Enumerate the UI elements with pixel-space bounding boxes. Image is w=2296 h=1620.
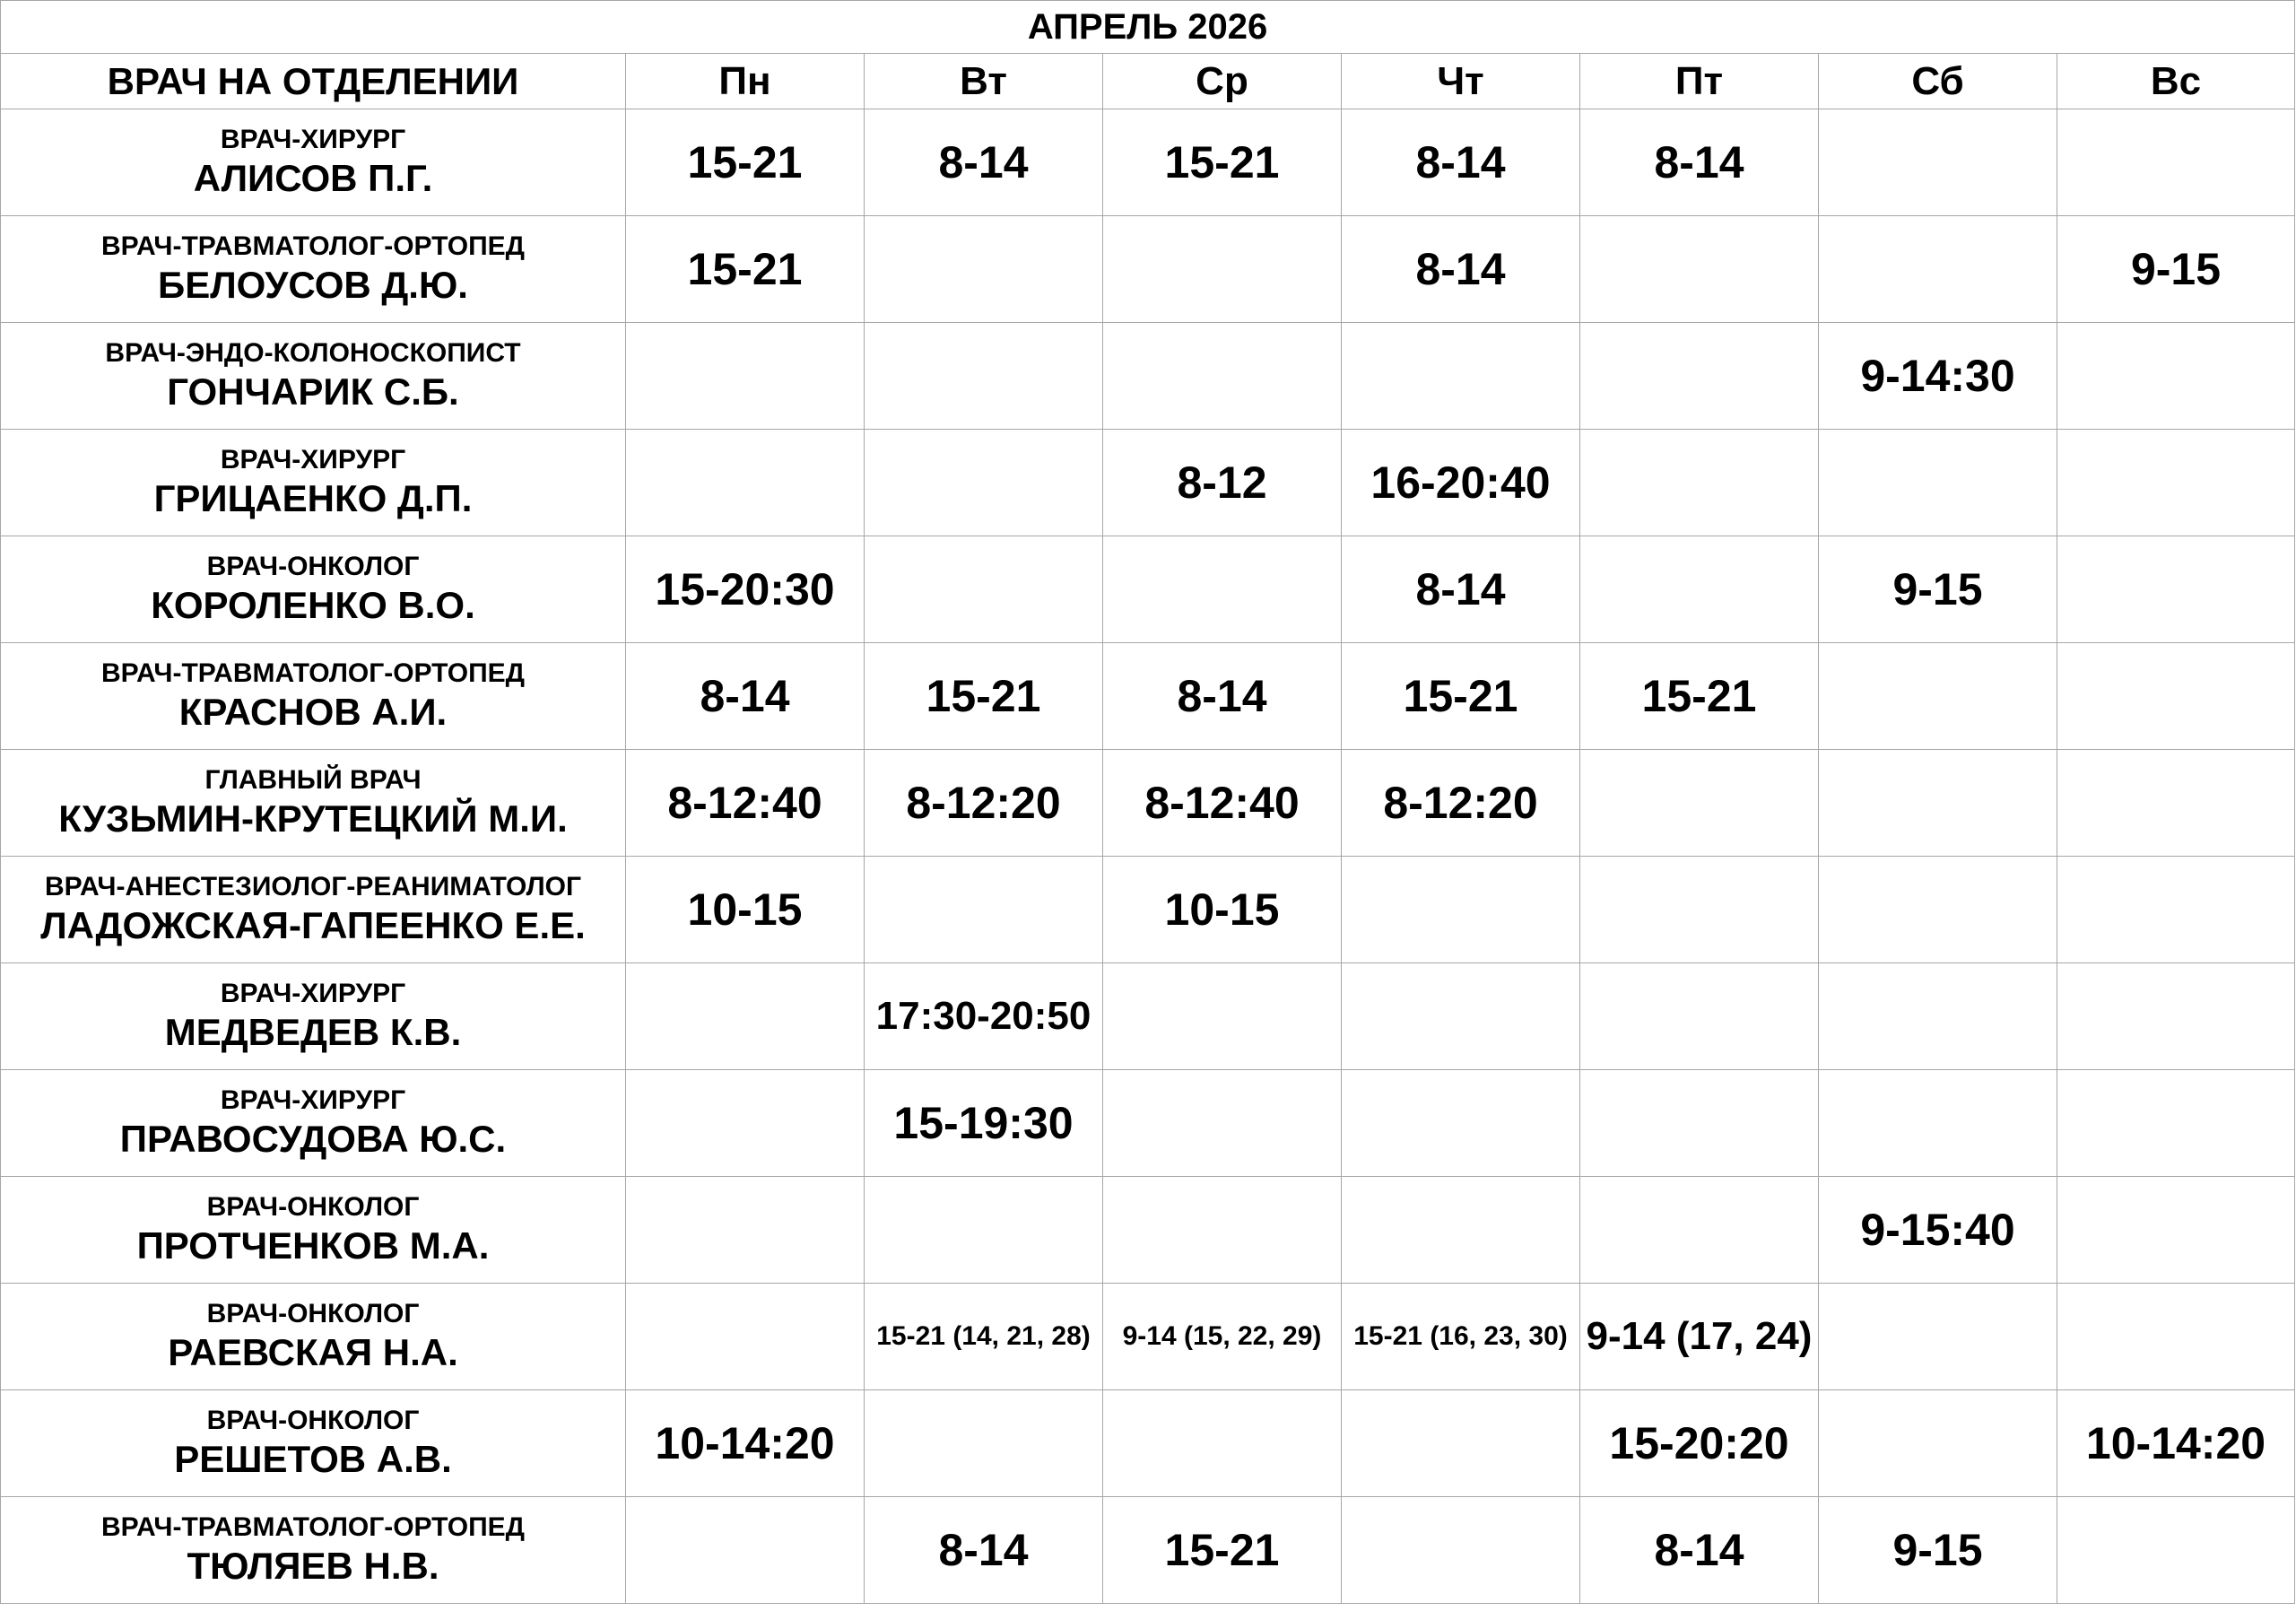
hours-cell-sun	[2057, 536, 2295, 643]
hours-cell-sat	[1819, 1070, 2057, 1177]
hours-cell-tue	[865, 857, 1103, 963]
doctor-row	[1, 216, 2295, 323]
header-row	[1, 54, 2295, 109]
doctor-cell	[1, 109, 626, 216]
hours-cell-fri: 8-14	[1580, 109, 1819, 216]
doctor-cell	[1, 1284, 626, 1390]
hours-cell-mon: 15-21	[626, 216, 865, 323]
doctor-cell	[1, 216, 626, 323]
doctor-role: ВРАЧ-ТРАВМАТОЛОГ-ОРТОПЕД	[100, 1511, 526, 1542]
hours-cell-sat	[1819, 857, 2057, 963]
hours-cell-tue: 17:30-20:50	[865, 963, 1103, 1070]
hours-cell-fri	[1580, 1177, 1819, 1284]
hours-cell-wed: 9-14 (15, 22, 29)	[1103, 1284, 1342, 1390]
doctor-cell	[1, 323, 626, 430]
doctor-cell	[1, 963, 626, 1070]
doctor-role: ВРАЧ-ТРАВМАТОЛОГ-ОРТОПЕД	[100, 658, 526, 688]
hours-cell-mon	[626, 430, 865, 536]
hours-cell-wed	[1103, 216, 1342, 323]
hours-cell-tue: 15-19:30	[865, 1070, 1103, 1177]
header-doctor: ВРАЧ НА ОТДЕЛЕНИИ	[1, 54, 626, 109]
hours-cell-sun	[2057, 1177, 2295, 1284]
doctor-name: БЕЛОУСОВ Д.Ю.	[158, 264, 468, 307]
hours-cell-sun	[2057, 109, 2295, 216]
header-day-mon: Пн	[626, 54, 865, 109]
hours-cell-sat	[1819, 1390, 2057, 1497]
doctor-row	[1, 857, 2295, 963]
title-row	[1, 1, 2295, 54]
hours-cell-wed: 15-21	[1103, 109, 1342, 216]
hours-cell-mon	[626, 323, 865, 430]
hours-cell-tue: 15-21	[865, 643, 1103, 750]
doctor-role: ВРАЧ-ОНКОЛОГ	[206, 1191, 420, 1222]
doctor-name: КРАСНОВ А.И.	[178, 691, 448, 734]
hours-cell-wed	[1103, 963, 1342, 1070]
hours-cell-fri: 15-20:20	[1580, 1390, 1819, 1497]
hours-cell-sat	[1819, 750, 2057, 857]
hours-cell-sun: 10-14:20	[2057, 1390, 2295, 1497]
doctor-name: АЛИСОВ П.Г.	[193, 157, 433, 200]
hours-cell-sat	[1819, 109, 2057, 216]
hours-cell-sun	[2057, 1497, 2295, 1604]
hours-cell-thu	[1342, 1497, 1580, 1604]
doctor-row	[1, 109, 2295, 216]
hours-cell-wed	[1103, 536, 1342, 643]
hours-cell-mon: 8-14	[626, 643, 865, 750]
hours-cell-thu: 16-20:40	[1342, 430, 1580, 536]
hours-cell-fri	[1580, 963, 1819, 1070]
hours-cell-sat: 9-15	[1819, 536, 2057, 643]
hours-cell-mon	[626, 1497, 865, 1604]
hours-cell-thu	[1342, 323, 1580, 430]
hours-cell-tue: 15-21 (14, 21, 28)	[865, 1284, 1103, 1390]
hours-cell-thu: 8-14	[1342, 216, 1580, 323]
hours-cell-tue	[865, 536, 1103, 643]
hours-cell-mon: 10-14:20	[626, 1390, 865, 1497]
doctor-name: МЕДВЕДЕВ К.В.	[164, 1011, 462, 1054]
hours-cell-wed	[1103, 1390, 1342, 1497]
doctor-name: ЛАДОЖСКАЯ-ГАПЕЕНКО Е.Е.	[40, 904, 586, 947]
hours-cell-thu: 15-21 (16, 23, 30)	[1342, 1284, 1580, 1390]
header-day-thu: Чт	[1342, 54, 1580, 109]
hours-cell-fri	[1580, 216, 1819, 323]
hours-cell-sun	[2057, 963, 2295, 1070]
doctor-name: ГОНЧАРИК С.Б.	[167, 370, 459, 414]
doctor-cell	[1, 1390, 626, 1497]
hours-cell-mon	[626, 1070, 865, 1177]
doctor-cell	[1, 857, 626, 963]
hours-cell-sat	[1819, 1284, 2057, 1390]
doctor-cell	[1, 1497, 626, 1604]
header-day-sun: Вс	[2057, 54, 2295, 109]
hours-cell-sun	[2057, 430, 2295, 536]
doctor-name: ПРОТЧЕНКОВ М.А.	[136, 1224, 490, 1267]
doctor-name: ПРАВОСУДОВА Ю.С.	[119, 1118, 507, 1161]
hours-cell-fri	[1580, 750, 1819, 857]
hours-cell-sun	[2057, 857, 2295, 963]
doctor-role: ВРАЧ-ХИРУРГ	[220, 124, 406, 154]
hours-cell-mon	[626, 1177, 865, 1284]
doctor-role: ВРАЧ-ХИРУРГ	[220, 444, 406, 475]
hours-cell-tue	[865, 1177, 1103, 1284]
header-day-sat: Сб	[1819, 54, 2057, 109]
hours-cell-thu: 8-14	[1342, 536, 1580, 643]
hours-cell-sat	[1819, 216, 2057, 323]
hours-cell-sat	[1819, 963, 2057, 1070]
hours-cell-mon: 15-21	[626, 109, 865, 216]
header-day-fri: Пт	[1580, 54, 1819, 109]
doctor-row	[1, 1177, 2295, 1284]
doctor-role: ВРАЧ-ТРАВМАТОЛОГ-ОРТОПЕД	[100, 231, 526, 261]
doctor-row	[1, 643, 2295, 750]
doctor-name: РАЕВСКАЯ Н.А.	[168, 1331, 458, 1374]
doctor-cell	[1, 643, 626, 750]
hours-cell-sat: 9-15	[1819, 1497, 2057, 1604]
hours-cell-wed: 15-21	[1103, 1497, 1342, 1604]
hours-cell-sun	[2057, 1284, 2295, 1390]
doctor-name: РЕШЕТОВ А.В.	[174, 1438, 452, 1481]
hours-cell-sun	[2057, 750, 2295, 857]
hours-cell-wed	[1103, 1070, 1342, 1177]
doctor-cell	[1, 1070, 626, 1177]
hours-cell-tue	[865, 430, 1103, 536]
doctor-cell	[1, 750, 626, 857]
doctor-role: ВРАЧ-ХИРУРГ	[220, 1084, 406, 1115]
hours-cell-thu: 15-21	[1342, 643, 1580, 750]
hours-cell-thu	[1342, 857, 1580, 963]
hours-cell-tue	[865, 323, 1103, 430]
hours-cell-fri: 8-14	[1580, 1497, 1819, 1604]
doctor-name: ГРИЦАЕНКО Д.П.	[153, 477, 473, 520]
hours-cell-wed: 8-12:40	[1103, 750, 1342, 857]
hours-cell-tue: 8-12:20	[865, 750, 1103, 857]
schedule-title: АПРЕЛЬ 2026	[1, 1, 2295, 54]
hours-cell-sat	[1819, 643, 2057, 750]
hours-cell-fri	[1580, 1070, 1819, 1177]
hours-cell-thu	[1342, 963, 1580, 1070]
doctor-role: ВРАЧ-ОНКОЛОГ	[206, 551, 420, 581]
doctor-cell	[1, 536, 626, 643]
doctor-cell	[1, 430, 626, 536]
hours-cell-tue	[865, 1390, 1103, 1497]
hours-cell-wed	[1103, 323, 1342, 430]
hours-cell-sun	[2057, 1070, 2295, 1177]
hours-cell-sun	[2057, 323, 2295, 430]
doctor-row	[1, 750, 2295, 857]
hours-cell-fri: 15-21	[1580, 643, 1819, 750]
doctor-row	[1, 1070, 2295, 1177]
doctor-row	[1, 323, 2295, 430]
hours-cell-fri: 9-14 (17, 24)	[1580, 1284, 1819, 1390]
header-day-tue: Вт	[865, 54, 1103, 109]
hours-cell-thu: 8-12:20	[1342, 750, 1580, 857]
doctor-row	[1, 963, 2295, 1070]
hours-cell-wed: 8-12	[1103, 430, 1342, 536]
doctor-name: КОРОЛЕНКО В.О.	[151, 584, 475, 627]
doctor-role: ВРАЧ-ХИРУРГ	[220, 978, 406, 1008]
doctor-role: ВРАЧ-АНЕСТЕЗИОЛОГ-РЕАНИМАТОЛОГ	[44, 871, 582, 901]
doctor-role: ВРАЧ-ЭНДО-КОЛОНОСКОПИСТ	[105, 337, 521, 368]
doctor-role: ВРАЧ-ОНКОЛОГ	[206, 1405, 420, 1435]
hours-cell-sat	[1819, 430, 2057, 536]
hours-cell-mon	[626, 1284, 865, 1390]
header-day-wed: Ср	[1103, 54, 1342, 109]
hours-cell-mon: 15-20:30	[626, 536, 865, 643]
doctor-row	[1, 430, 2295, 536]
hours-cell-thu	[1342, 1177, 1580, 1284]
hours-cell-sat: 9-14:30	[1819, 323, 2057, 430]
hours-cell-thu: 8-14	[1342, 109, 1580, 216]
hours-cell-tue: 8-14	[865, 109, 1103, 216]
hours-cell-mon	[626, 963, 865, 1070]
hours-cell-fri	[1580, 430, 1819, 536]
hours-cell-fri	[1580, 536, 1819, 643]
hours-cell-sun: 9-15	[2057, 216, 2295, 323]
hours-cell-sun	[2057, 643, 2295, 750]
hours-cell-wed: 10-15	[1103, 857, 1342, 963]
doctor-row	[1, 536, 2295, 643]
doctor-name: ТЮЛЯЕВ Н.В.	[187, 1545, 439, 1588]
doctor-cell	[1, 1177, 626, 1284]
hours-cell-thu	[1342, 1390, 1580, 1497]
hours-cell-wed: 8-14	[1103, 643, 1342, 750]
hours-cell-fri	[1580, 323, 1819, 430]
hours-cell-tue	[865, 216, 1103, 323]
hours-cell-tue: 8-14	[865, 1497, 1103, 1604]
doctor-row	[1, 1284, 2295, 1390]
doctor-row	[1, 1390, 2295, 1497]
doctor-row	[1, 1497, 2295, 1604]
hours-cell-mon: 10-15	[626, 857, 865, 963]
doctor-role: ВРАЧ-ОНКОЛОГ	[206, 1298, 420, 1328]
hours-cell-sat: 9-15:40	[1819, 1177, 2057, 1284]
doctor-name: КУЗЬМИН-КРУТЕЦКИЙ М.И.	[58, 797, 568, 840]
doctor-role: ГЛАВНЫЙ ВРАЧ	[204, 764, 422, 795]
hours-cell-fri	[1580, 857, 1819, 963]
hours-cell-wed	[1103, 1177, 1342, 1284]
hours-cell-thu	[1342, 1070, 1580, 1177]
hours-cell-mon: 8-12:40	[626, 750, 865, 857]
